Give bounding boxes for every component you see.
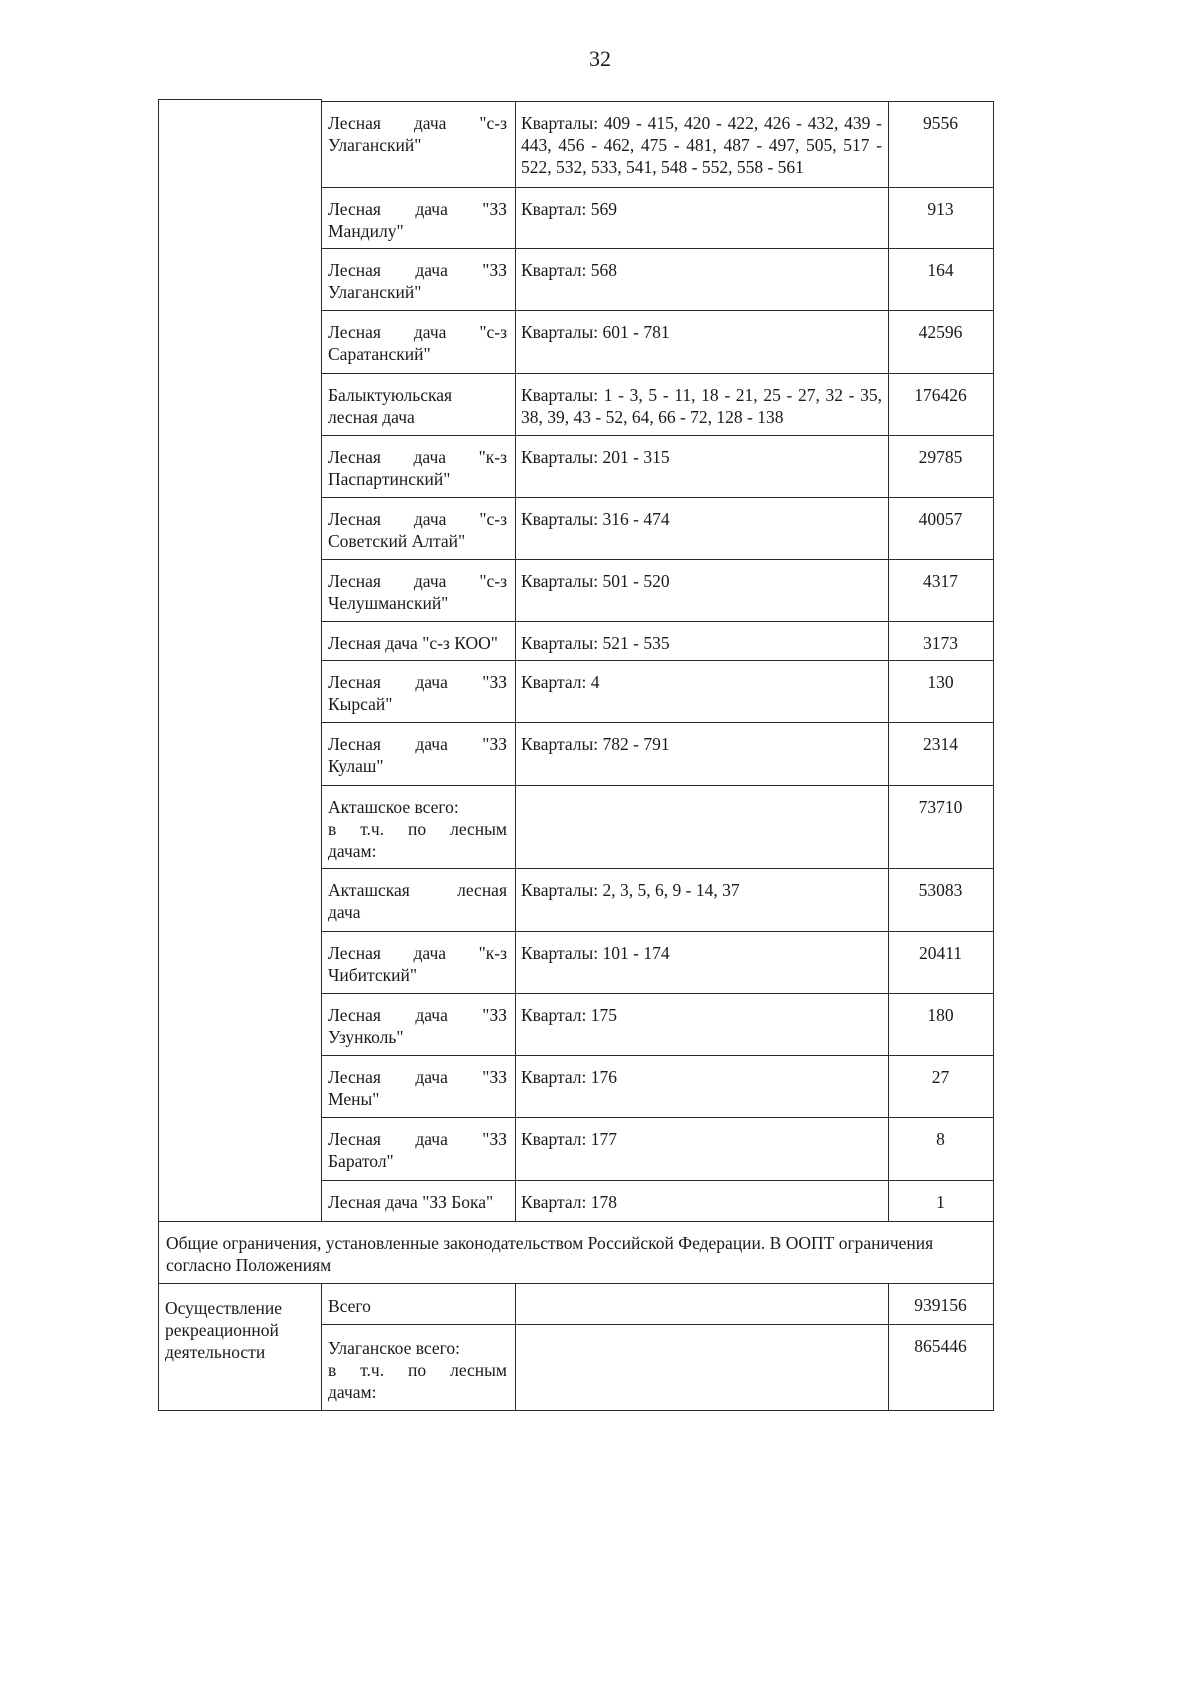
quarters-list: Кварталы: 409 - 415, 420 - 422, 426 - 432, 439 - 443, 456 - 462, 475 - 481, 487 - 497, 505, 517 - 522, 532, 533, 541, 548 - 552, 558 - 561 [521, 113, 882, 177]
name-word: Лесная [328, 943, 381, 963]
name-word: по [408, 1360, 427, 1380]
table-rule [321, 868, 994, 869]
area-value: 180 [927, 1005, 954, 1025]
area-value: 913 [927, 199, 954, 219]
forest-dacha-name [321, 508, 515, 559]
name-line: Мены" [328, 1089, 380, 1109]
name-line: Улаганское всего: [328, 1338, 460, 1358]
name-word: дача [413, 571, 447, 591]
name-word: дача [415, 1005, 448, 1025]
name-word: дача [415, 734, 448, 754]
quarters-list: Кварталы: 521 - 535 [521, 633, 670, 653]
quarters-list: Квартал: 4 [521, 672, 600, 692]
table-rule [321, 497, 994, 498]
name-line: Мандилу" [328, 221, 404, 241]
area-value: 3173 [923, 633, 958, 653]
quarters-list: Квартал: 569 [521, 199, 617, 219]
forest-dacha-name [321, 198, 515, 248]
table-rule [321, 931, 994, 932]
quarters-list: Квартал: 176 [521, 1067, 617, 1087]
ulagan-total-value: 865446 [914, 1336, 967, 1356]
table-rule [993, 101, 994, 1221]
table-rule [321, 1055, 994, 1056]
table-rule [158, 99, 159, 1310]
name-word: Лесная [328, 734, 381, 754]
table-rule [321, 435, 994, 436]
table-rule [321, 621, 994, 622]
name-line [328, 446, 507, 468]
forest-dacha-name [321, 632, 515, 660]
name-line: Акташское всего: [328, 797, 459, 817]
name-line: дачам: [328, 1382, 377, 1402]
name-word: "ЗЗ [482, 1129, 507, 1149]
name-word: в [328, 819, 337, 839]
forest-dacha-name [321, 570, 515, 621]
name-line: Кырсай" [328, 694, 393, 714]
name-word: Лесная [328, 113, 381, 133]
area-value: 53083 [918, 880, 963, 900]
area-value: 4317 [923, 571, 958, 591]
forest-dacha-name [321, 796, 515, 868]
forest-dacha-name [321, 1191, 515, 1221]
name-word: Лесная [328, 1129, 381, 1149]
name-word: т.ч. [360, 1360, 385, 1380]
total-label: Всего [328, 1296, 371, 1316]
name-line [328, 671, 507, 693]
table-rule [321, 1180, 994, 1181]
name-word: "с-з [479, 509, 507, 529]
table-rule [993, 1283, 994, 1411]
name-word: Лесная [328, 571, 381, 591]
name-word: Лесная [328, 260, 381, 280]
name-word: дача [413, 113, 447, 133]
name-word: в [328, 1360, 337, 1380]
name-line [328, 570, 507, 592]
table-rule [321, 101, 994, 102]
name-line [328, 942, 507, 964]
quarters-list: Кварталы: 316 - 474 [521, 509, 670, 529]
table-rule [158, 99, 321, 100]
quarters-list: Кварталы: 201 - 315 [521, 447, 670, 467]
name-line: Чибитский" [328, 965, 418, 985]
name-word: дача [413, 447, 447, 467]
forest-dacha-name [321, 446, 515, 497]
forest-dacha-name [321, 942, 515, 993]
forest-dacha-name [321, 259, 515, 310]
quarters-list: Квартал: 177 [521, 1129, 617, 1149]
name-line: лесная дача [328, 407, 415, 427]
name-word: дача [415, 672, 448, 692]
name-line: Лесная дача "с-з КОО" [328, 633, 498, 653]
name-word: Лесная [328, 322, 381, 342]
table-rule [321, 187, 994, 188]
name-word: "ЗЗ [482, 1005, 507, 1025]
forest-dacha-name [321, 733, 515, 785]
table-rule [321, 1117, 994, 1118]
page-number: 32 [589, 46, 611, 71]
quarters-list: Кварталы: 601 - 781 [521, 322, 670, 342]
table-rule [321, 559, 994, 560]
name-word: лесная [457, 880, 507, 900]
name-word: "ЗЗ [482, 734, 507, 754]
name-line [328, 1128, 507, 1150]
table-rule [888, 101, 889, 1221]
name-line [328, 259, 507, 281]
quarters-list [515, 796, 888, 868]
name-word: дача [413, 943, 447, 963]
name-line: Узунколь" [328, 1027, 404, 1047]
name-word: дача [415, 199, 448, 219]
area-value: 1 [936, 1192, 945, 1212]
name-word: "с-з [479, 322, 507, 342]
name-word: Лесная [328, 509, 381, 529]
name-word: "к-з [478, 943, 507, 963]
name-word: Лесная [328, 1005, 381, 1025]
quarters-list: Кварталы: 782 - 791 [521, 734, 670, 754]
name-word: "ЗЗ [482, 260, 507, 280]
name-word: Акташская [328, 880, 410, 900]
name-line [328, 508, 507, 530]
area-value: 164 [927, 260, 954, 280]
name-line [328, 1359, 507, 1381]
name-line: Саратанский" [328, 344, 431, 364]
quarters-list: Кварталы: 1 - 3, 5 - 11, 18 - 21, 25 - 27, 32 - 35, 38, 39, 43 - 52, 64, 66 - 72, 128 - 138 [521, 385, 882, 427]
name-word: "с-з [479, 571, 507, 591]
name-line: Балыктуюльская [328, 385, 453, 405]
table-rule [321, 373, 994, 374]
name-word: лесным [450, 1360, 507, 1380]
table-rule [321, 310, 994, 311]
forest-dacha-name [321, 1066, 515, 1117]
ulagan-total-label [321, 1337, 515, 1410]
quarters-list: Квартал: 175 [521, 1005, 617, 1025]
name-word: лесным [450, 819, 507, 839]
name-line [328, 198, 507, 220]
area-value: 27 [931, 1067, 950, 1087]
table-rule [158, 1221, 994, 1222]
name-word: "с-з [479, 113, 507, 133]
name-line: Улаганский" [328, 135, 422, 155]
table-rule [321, 993, 994, 994]
name-line: Советский Алтай" [328, 531, 466, 551]
table-rule [321, 99, 322, 1221]
area-value: 73710 [918, 797, 963, 817]
table-rule [321, 785, 994, 786]
name-line: Паспартинский" [328, 469, 451, 489]
name-line [328, 879, 507, 901]
name-line [328, 321, 507, 343]
name-word: дача [415, 260, 448, 280]
area-value: 2314 [923, 734, 958, 754]
area-value: 176426 [914, 385, 967, 405]
general-restrictions-text: Общие ограничения, установленные законодательством Российской Федерации. В ООПТ ограничения согласно Положениям [166, 1233, 934, 1275]
area-value: 42596 [918, 322, 963, 342]
table-rule [321, 248, 994, 249]
name-line [328, 1066, 507, 1088]
forest-dacha-name [321, 112, 515, 187]
total-value: 939156 [914, 1295, 967, 1315]
name-word: "ЗЗ [482, 1067, 507, 1087]
table-rule [158, 1283, 994, 1284]
area-value: 130 [927, 672, 954, 692]
name-line: Кулаш" [328, 756, 384, 776]
quarters-list: Кварталы: 2, 3, 5, 6, 9 - 14, 37 [521, 880, 740, 900]
name-word: дача [415, 1067, 448, 1087]
forest-dacha-name [321, 1128, 515, 1180]
area-value: 8 [936, 1129, 945, 1149]
name-word: дача [413, 322, 447, 342]
forest-dacha-name [321, 321, 515, 373]
forest-dacha-name [321, 384, 515, 435]
name-word: "к-з [478, 447, 507, 467]
name-word: дача [415, 1129, 448, 1149]
area-value: 20411 [918, 943, 963, 963]
name-word: Лесная [328, 447, 381, 467]
name-line: дача [328, 902, 361, 922]
name-line: Челушманский" [328, 593, 449, 613]
name-word: Лесная [328, 199, 381, 219]
forest-dacha-name [321, 1004, 515, 1055]
table-rule [321, 660, 994, 661]
name-line: дачам: [328, 841, 377, 861]
forest-dacha-name [321, 671, 515, 722]
name-line: Лесная дача "ЗЗ Бока" [328, 1192, 494, 1212]
quarters-list: Квартал: 178 [521, 1192, 617, 1212]
name-word: по [408, 819, 427, 839]
table-rule [321, 722, 994, 723]
quarters-list: Кварталы: 501 - 520 [521, 571, 670, 591]
table-rule [158, 1410, 994, 1411]
name-line [328, 733, 507, 755]
name-line [328, 818, 507, 840]
name-word: т.ч. [360, 819, 385, 839]
name-word: дача [413, 509, 447, 529]
name-line: Улаганский" [328, 282, 422, 302]
forest-dacha-name [321, 879, 515, 931]
quarters-list: Кварталы: 101 - 174 [521, 943, 670, 963]
quarters-list: Квартал: 568 [521, 260, 617, 280]
name-word: Лесная [328, 672, 381, 692]
name-line [328, 112, 507, 134]
name-line [328, 1004, 507, 1026]
table-rule [515, 101, 516, 1221]
name-word: Лесная [328, 1067, 381, 1087]
table-rule [321, 1324, 994, 1325]
area-value: 29785 [918, 447, 963, 467]
name-word: "ЗЗ [482, 672, 507, 692]
name-word: "ЗЗ [482, 199, 507, 219]
area-value: 40057 [918, 509, 963, 529]
table-rule [515, 1283, 516, 1410]
area-value: 9556 [923, 113, 958, 133]
name-line: Баратол" [328, 1151, 394, 1171]
recreation-activity-label: Осуществление рекреационной деятельности [165, 1298, 283, 1362]
